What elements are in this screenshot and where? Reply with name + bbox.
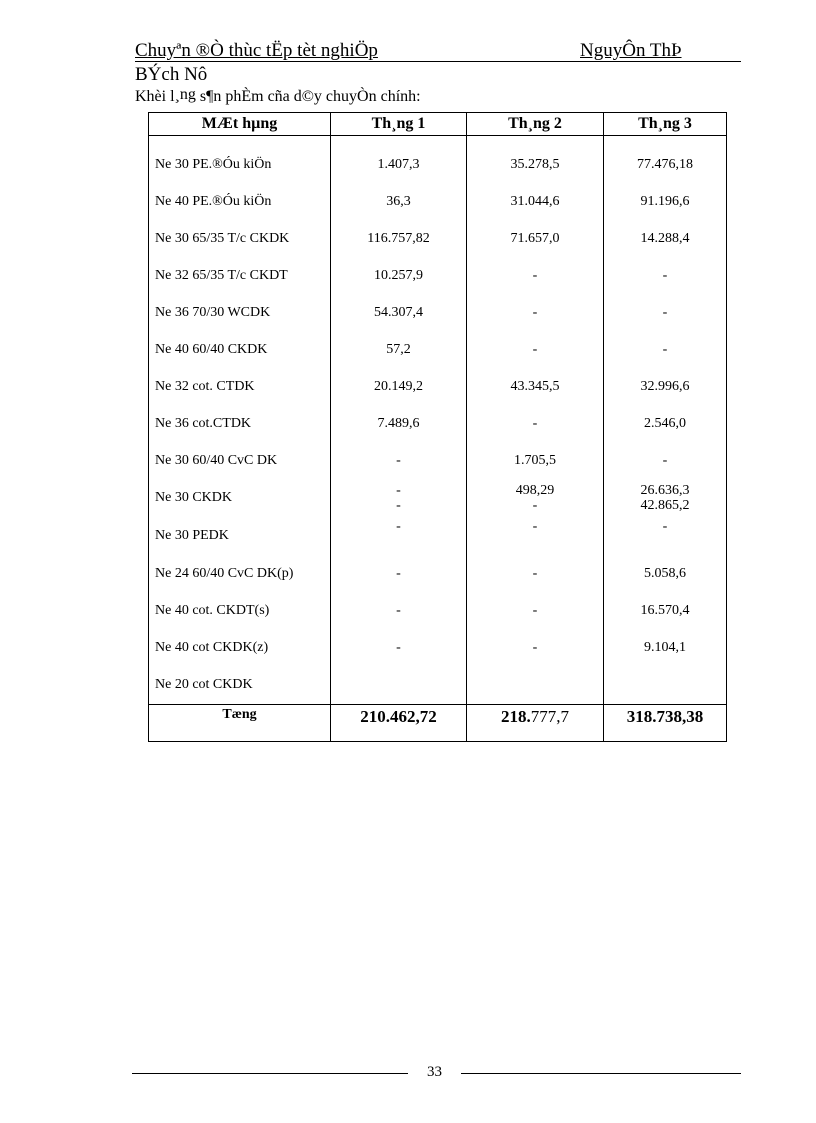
product-name: Ne 24 60/40 CvC DK(p): [149, 556, 331, 593]
month-1-value: 1.407,3: [331, 136, 467, 184]
product-name: Ne 32 65/35 T/c CKDT: [149, 257, 331, 294]
month-3-value-line-1: 26.636,3: [640, 483, 690, 499]
product-name: Ne 40 cot CKDK(z): [149, 630, 331, 667]
footer-rule-left: [132, 1073, 408, 1074]
month-1-value: 7.489,6: [331, 405, 467, 442]
total-month-2-bold-part: 218.: [501, 707, 531, 726]
product-name: Ne 36 cot.CTDK: [149, 405, 331, 442]
month-2-value: -: [467, 405, 604, 442]
month-3-value: 14.288,4: [604, 220, 727, 257]
header-title: Chuyªn ®Ò thùc tËp tèt nghiÖp: [135, 40, 378, 61]
table-row: [149, 593, 727, 630]
product-name: Ne 30 PE.®Óu kiÖn: [149, 136, 331, 184]
table-row: [149, 183, 727, 220]
header-author: NguyÔn ThÞ: [580, 40, 682, 61]
month-3-value: -: [604, 257, 727, 294]
month-3-value-line-2: 42.865,2: [640, 498, 690, 514]
table-row: [149, 220, 727, 257]
table-row: [149, 331, 727, 368]
month-1-value: 54.307,4: [331, 294, 467, 331]
caption-part-2: s¶n phÈm cña d©y chuyÒn chính:: [195, 88, 421, 105]
table-caption: [135, 88, 421, 106]
month-2-value: [467, 480, 604, 517]
total-month-3: 318.738,38: [604, 705, 727, 742]
column-header-product: MÆt hµng: [149, 113, 331, 136]
month-3-value: -: [604, 331, 727, 368]
month-2-value: -: [467, 331, 604, 368]
table-header-row: [149, 113, 727, 136]
month-2-value: -: [467, 593, 604, 630]
month-1-value: -: [331, 593, 467, 630]
footer-rule-right: [461, 1073, 741, 1074]
month-1-value: 36,3: [331, 183, 467, 220]
month-3-value: 32.996,6: [604, 368, 727, 405]
month-3-value: [604, 667, 727, 705]
total-month-2-regular-part: 777,7: [530, 707, 569, 726]
total-row: [149, 705, 727, 742]
column-header-month-3: Th¸ng 3: [604, 113, 727, 136]
month-1-value: [331, 480, 467, 517]
page-number: 33: [427, 1064, 442, 1080]
product-name: Ne 20 cot CKDK: [149, 667, 331, 705]
month-1-value: 57,2: [331, 331, 467, 368]
column-header-month-1: Th¸ng 1: [331, 113, 467, 136]
month-3-value: 16.570,4: [604, 593, 727, 630]
product-name: Ne 40 cot. CKDT(s): [149, 593, 331, 630]
product-name: Ne 32 cot. CTDK: [149, 368, 331, 405]
product-name: Ne 30 60/40 CvC DK: [149, 443, 331, 480]
month-1-value: [331, 667, 467, 705]
product-name: Ne 30 PEDK: [149, 517, 331, 556]
month-3-value: -: [604, 517, 727, 556]
month-2-value: 31.044,6: [467, 183, 604, 220]
month-1-value: 20.149,2: [331, 368, 467, 405]
header-author-continued: BÝch Nô: [135, 64, 208, 85]
product-name: Ne 36 70/30 WCDK: [149, 294, 331, 331]
month-2-value-line-1: 498,29: [515, 483, 555, 499]
total-month-1: 210.462,72: [331, 705, 467, 742]
product-name: Ne 30 65/35 T/c CKDK: [149, 220, 331, 257]
month-3-value: 9.104,1: [604, 630, 727, 667]
column-header-month-2: Th¸ng 2: [467, 113, 604, 136]
caption-part-1: Khèi l: [135, 88, 175, 105]
month-3-value: -: [604, 294, 727, 331]
month-3-value: 2.546,0: [604, 405, 727, 442]
month-1-value-line-1: -: [396, 483, 401, 499]
table-row: [149, 136, 727, 184]
month-2-value: -: [467, 294, 604, 331]
table-row: [149, 405, 727, 442]
table-row: [149, 517, 727, 556]
month-2-value: 1.705,5: [467, 443, 604, 480]
month-1-value: -: [331, 630, 467, 667]
table-row: [149, 443, 727, 480]
product-name: Ne 40 60/40 CKDK: [149, 331, 331, 368]
total-label: Tæng: [149, 705, 331, 742]
month-2-value: [467, 667, 604, 705]
month-3-value: 5.058,6: [604, 556, 727, 593]
month-1-value: -: [331, 556, 467, 593]
month-3-value: -: [604, 443, 727, 480]
month-2-value: -: [467, 630, 604, 667]
month-2-value: -: [467, 257, 604, 294]
table-row: [149, 368, 727, 405]
month-2-value: 35.278,5: [467, 136, 604, 184]
total-month-2: [467, 705, 604, 742]
month-2-value: 71.657,0: [467, 220, 604, 257]
month-1-value: 116.757,82: [331, 220, 467, 257]
month-2-value: 43.345,5: [467, 368, 604, 405]
table-row: [149, 667, 727, 705]
table-row: [149, 480, 727, 517]
product-name: Ne 40 PE.®Óu kiÖn: [149, 183, 331, 220]
caption-raised-part: ¸ng: [174, 86, 196, 103]
header-rule: [135, 61, 741, 62]
product-name: Ne 30 CKDK: [149, 480, 331, 517]
month-2-value: -: [467, 556, 604, 593]
month-1-value: 10.257,9: [331, 257, 467, 294]
table-row: [149, 630, 727, 667]
month-3-value: 91.196,6: [604, 183, 727, 220]
table-row: [149, 257, 727, 294]
month-1-value-line-2: -: [396, 498, 401, 514]
month-3-value: [604, 480, 727, 517]
month-3-value: 77.476,18: [604, 136, 727, 184]
month-1-value: -: [331, 443, 467, 480]
month-2-value-line-2: -: [532, 498, 538, 514]
month-1-value: -: [331, 517, 467, 556]
table-row: [149, 294, 727, 331]
table-row: [149, 556, 727, 593]
month-2-value: -: [467, 517, 604, 556]
production-table: [148, 112, 727, 742]
